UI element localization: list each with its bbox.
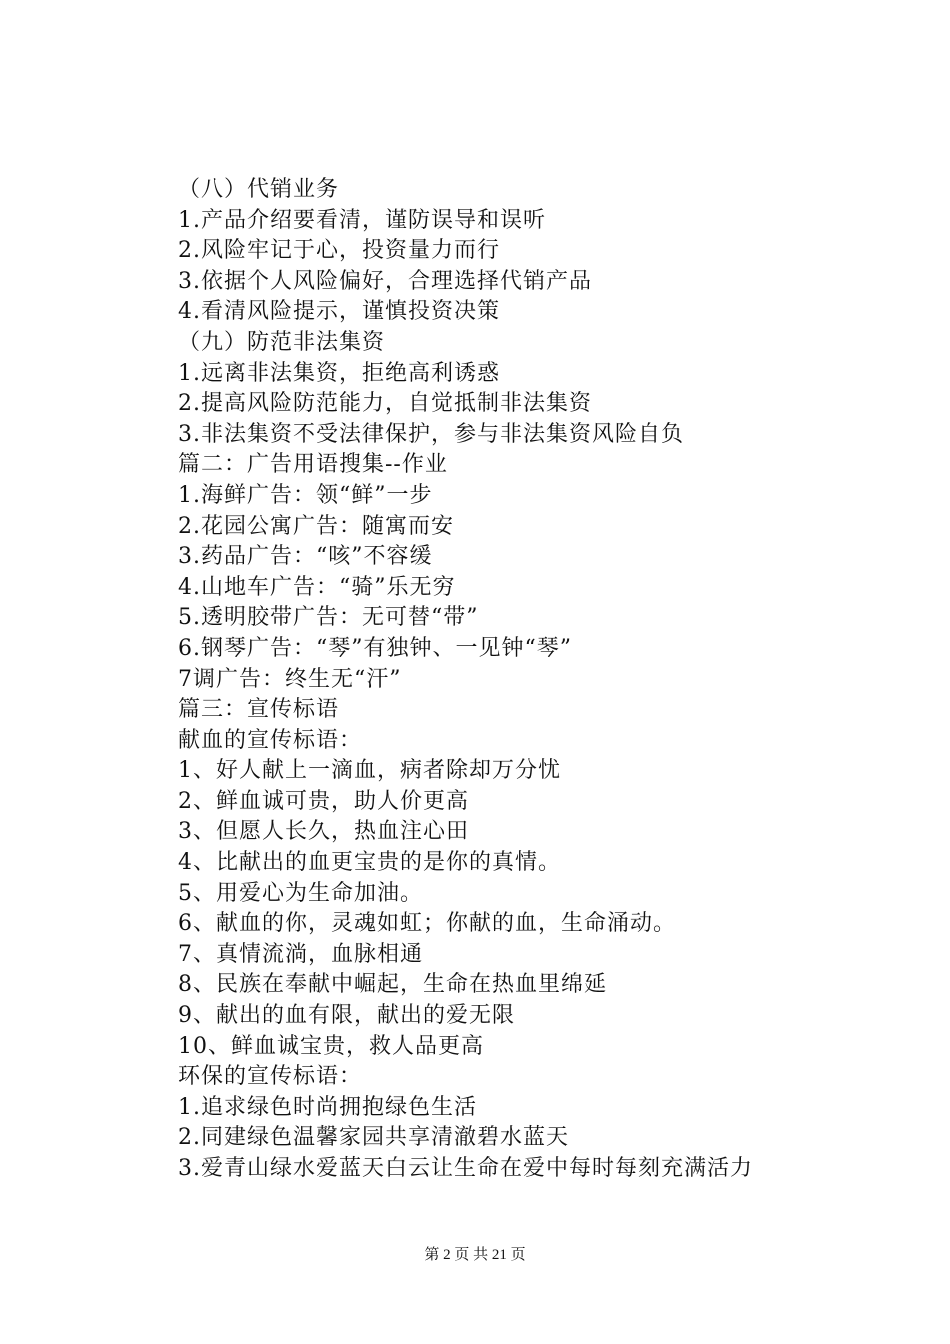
text-line: 10、鲜血诚宝贵，救人品更高 — [178, 1033, 484, 1059]
subsection-heading: 献血的宣传标语： — [178, 727, 363, 753]
text-line: 5.透明胶带广告：无可替“带” — [178, 605, 479, 631]
text-line: 4、比献出的血更宝贵的是你的真情。 — [178, 850, 561, 876]
section-heading: （九）防范非法集资 — [178, 329, 386, 355]
subsection-heading: 环保的宣传标语： — [178, 1064, 363, 1090]
section-heading: （八）代销业务 — [178, 177, 340, 202]
text-line: 1.追求绿色时尚拥抱绿色生活 — [178, 1094, 477, 1120]
text-line: 6.钢琴广告：“琴”有独钟、一见钟“琴” — [178, 635, 572, 661]
text-line: 2、鲜血诚可贵，助人价更高 — [178, 788, 469, 814]
text-line: 5、用爱心为生命加油。 — [178, 880, 423, 906]
text-line: 3.爱青山绿水爱蓝天白云让生命在爱中每时每刻充满活力 — [178, 1156, 753, 1181]
text-line: 6、献血的你，灵魂如虹；你献的血，生命涌动。 — [178, 911, 676, 937]
text-line: 2.风险牢记于心，投资量力而行 — [178, 238, 500, 264]
text-line: 3.依据个人风险偏好，合理选择代销产品 — [178, 268, 592, 294]
chapter-heading: 篇三：宣传标语 — [178, 697, 340, 723]
text-line: 9、献出的血有限，献出的爱无限 — [178, 1003, 515, 1029]
chapter-heading: 篇二：广告用语搜集--作业 — [178, 452, 448, 478]
text-line: 1.产品介绍要看清，谨防误导和误听 — [178, 207, 546, 233]
text-line: 4.山地车广告：“骑”乐无穷 — [178, 574, 456, 600]
text-line: 8、民族在奉献中崛起，生命在热血里绵延 — [178, 972, 607, 998]
text-line: 3.药品广告：“咳”不容缓 — [178, 544, 433, 570]
text-line: 1.远离非法集资，拒绝高利诱惑 — [178, 360, 500, 386]
text-line: 4.看清风险提示，谨慎投资决策 — [178, 299, 500, 325]
text-line: 7、真情流淌，血脉相通 — [178, 941, 423, 967]
text-line: 2.同建绿色温馨家园共享清澈碧水蓝天 — [178, 1125, 569, 1151]
page-number-footer: 第 2 页 共 21 页 — [424, 1247, 526, 1263]
text-line: 1.海鲜广告：领“鲜”一步 — [178, 482, 433, 508]
text-line: 7调广告：终生无“汗” — [178, 666, 402, 692]
document-body — [178, 175, 838, 1185]
text-line: 3.非法集资不受法律保护，参与非法集资风险自负 — [178, 421, 684, 447]
text-line: 3、但愿人长久，热血注心田 — [178, 819, 469, 845]
text-line: 2.花园公寓广告：随寓而安 — [178, 513, 454, 539]
text-line: 2.提高风险防范能力，自觉抵制非法集资 — [178, 391, 592, 417]
text-line: 1、好人献上一滴血，病者除却万分忧 — [178, 758, 561, 784]
